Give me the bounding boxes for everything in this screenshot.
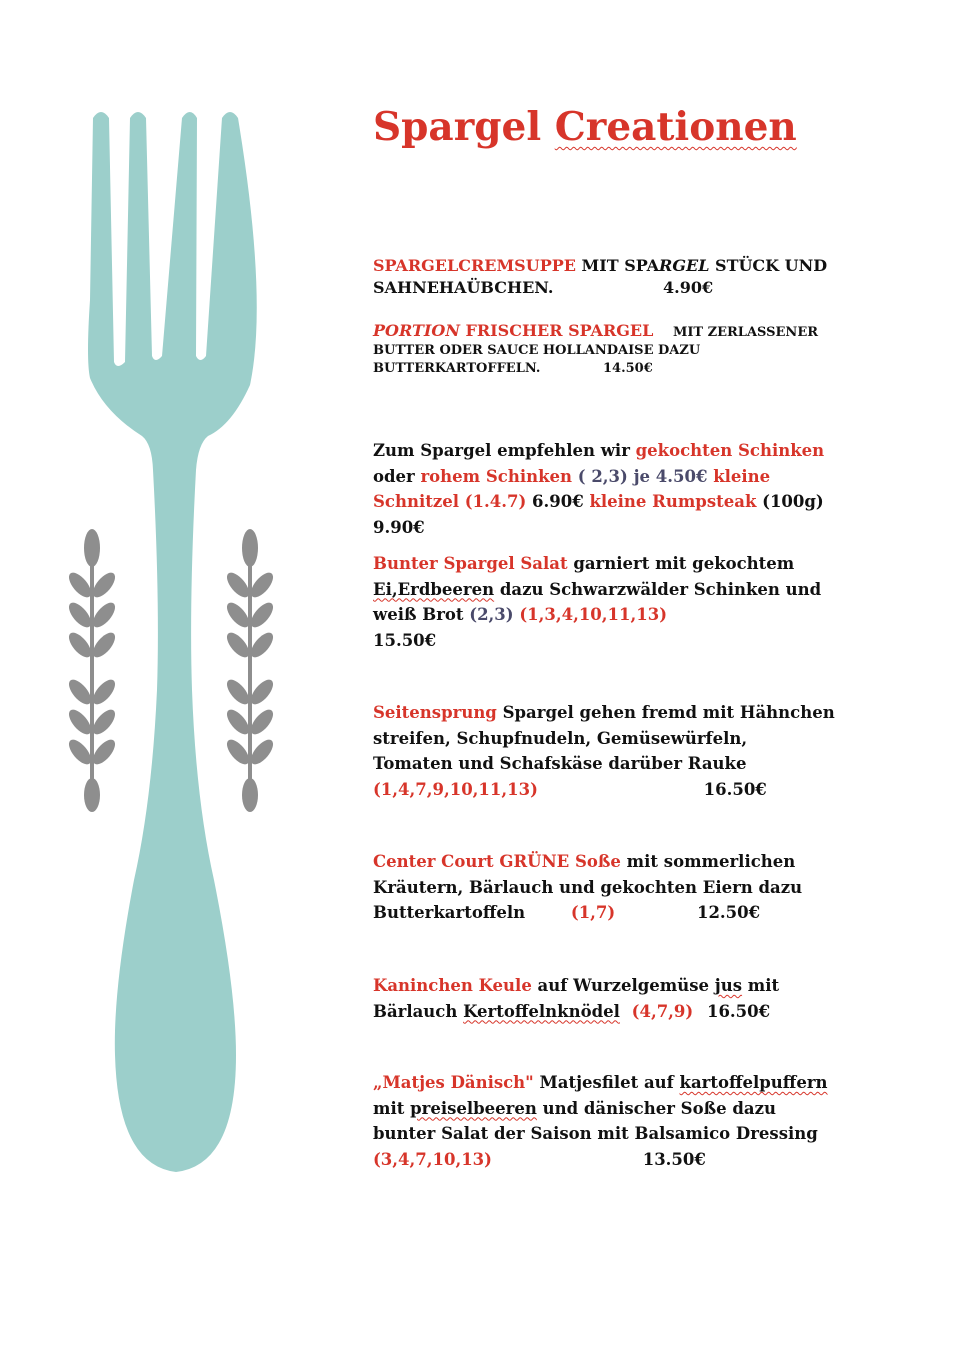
item-name: Kaninchen Keule	[373, 976, 532, 995]
menu-line	[373, 489, 843, 515]
item-desc: und dänischer Soße dazu	[536, 1098, 776, 1118]
menu-line	[373, 777, 843, 803]
item-desc: mit	[373, 1098, 411, 1118]
item-allergens: (3,4,7,10,13)	[373, 1149, 492, 1169]
item-name: gekochten Schinken	[635, 441, 825, 460]
item-price: 12.50€	[696, 903, 761, 922]
right-sprig-icon	[223, 529, 277, 812]
menu-line	[373, 973, 843, 999]
title-word-2: Creationen	[554, 104, 797, 150]
item-name: PORTION	[373, 321, 460, 340]
item-desc: jus	[714, 976, 743, 995]
item-price: 13.50€	[642, 1149, 706, 1169]
item-name: Bunter Spargel Salat	[373, 554, 568, 573]
item-desc: (100g)	[756, 492, 824, 511]
item-price: 16.50€	[703, 779, 767, 799]
item-desc: oder	[373, 466, 421, 486]
item-desc: SAHNEHAÜBCHEN.	[373, 278, 554, 297]
item-desc: Matjesfilet auf	[533, 1073, 680, 1092]
menu-item-salad	[373, 551, 843, 653]
item-name: „Matjes Dänisch"	[373, 1073, 534, 1092]
menu-line	[373, 751, 843, 777]
menu-line	[373, 999, 843, 1025]
fork-illustration	[0, 0, 330, 1356]
item-allergens: (4,7,9)	[631, 1001, 694, 1021]
menu-item-portion	[373, 320, 843, 378]
item-price: 6.90€	[526, 492, 590, 511]
item-desc: BUTTER ODER SAUCE HOLLANDAISE DAZU	[373, 343, 701, 358]
item-allergens: (2,3)	[469, 605, 514, 624]
menu-item-soup	[373, 255, 843, 299]
menu-item-kaninchen	[373, 973, 843, 1024]
item-desc: Ei,Erdbeeren	[373, 579, 495, 599]
item-desc: bunter Salat der Saison mit Balsamico Dressing	[373, 1124, 818, 1143]
item-name: kleine Rumpsteak	[589, 492, 757, 511]
menu-line	[373, 342, 843, 360]
item-desc: Butterkartoffeln	[373, 903, 526, 922]
item-desc: Spargel gehen fremd mit Hähnchen	[496, 703, 835, 722]
item-desc: Kräutern, Bärlauch und gekochten Eiern dazu	[373, 877, 803, 897]
item-desc: kartoffelpuffern	[679, 1073, 828, 1092]
item-desc: preiselbeeren	[410, 1098, 537, 1118]
menu-line	[373, 700, 843, 726]
left-sprig-icon	[65, 529, 119, 812]
menu-line	[373, 1147, 843, 1173]
item-desc: auf Wurzelgemüse	[531, 976, 715, 995]
item-desc: mit sommerlichen	[620, 852, 796, 871]
item-desc: Kertoffelnknödel	[463, 1001, 620, 1021]
item-name: kleine	[713, 466, 771, 486]
item-price: 9.90€	[373, 517, 425, 537]
menu-line	[373, 277, 843, 299]
menu-line	[373, 875, 843, 901]
menu-line	[373, 438, 843, 464]
item-price: 4.90€	[663, 278, 714, 297]
item-desc: MIT SPA	[575, 256, 660, 275]
menu-line	[373, 1121, 843, 1147]
item-allergens: ( 2,3) je 4.50€	[572, 466, 714, 486]
menu-line	[373, 1096, 843, 1122]
item-name: FRISCHER SPARGEL	[459, 321, 654, 340]
menu-item-recommendation	[373, 438, 843, 540]
item-allergens: (1,3,4,10,11,13)	[513, 605, 668, 624]
item-allergens: (1,7)	[570, 903, 616, 922]
item-desc: STÜCK UND	[709, 256, 828, 275]
item-name: Center Court GRÜNE Soße	[373, 852, 621, 871]
item-desc: Bärlauch	[373, 1001, 464, 1021]
menu-line	[373, 551, 843, 577]
item-desc: streifen, Schupfnudeln, Gemüsewürfeln,	[373, 728, 748, 748]
item-desc: RGEL	[659, 256, 710, 275]
menu-line	[373, 360, 843, 378]
item-desc: BUTTERKARTOFFELN.	[373, 361, 541, 376]
item-desc: mit	[742, 976, 780, 995]
item-desc: weiß Brot	[373, 605, 470, 624]
menu-item-matjes	[373, 1070, 843, 1172]
item-desc: dazu Schwarzwälder Schinken und	[494, 579, 822, 599]
item-desc: Tomaten und Schafskäse darüber Rauke	[373, 754, 747, 773]
item-allergens: (1,4,7,9,10,11,13)	[373, 779, 538, 799]
page-title	[373, 104, 797, 150]
menu-line	[373, 320, 843, 342]
item-name: SPARGELCREMSUPPE	[373, 256, 576, 275]
item-name: Seitensprung	[373, 703, 497, 722]
item-price: 15.50€	[373, 630, 437, 650]
menu-line	[373, 726, 843, 752]
item-desc: MIT ZERLASSENER	[672, 325, 819, 340]
menu-line	[373, 849, 843, 875]
item-price: 14.50€	[602, 361, 653, 376]
item-desc: garniert mit gekochtem	[567, 554, 795, 573]
menu-line	[373, 1070, 843, 1096]
menu-item-center-court	[373, 849, 843, 926]
menu-line	[373, 255, 843, 277]
menu-line	[373, 577, 843, 603]
menu-line	[373, 628, 843, 654]
menu-line	[373, 515, 843, 541]
menu-line	[373, 602, 843, 628]
menu-line	[373, 464, 843, 490]
item-name: Schnitzel (1.4.7)	[373, 492, 527, 511]
item-price: 16.50€	[706, 1001, 771, 1021]
menu-line	[373, 900, 843, 926]
item-name: rohem Schinken	[420, 466, 573, 486]
title-word-1: Spargel	[373, 104, 542, 150]
menu-item-seitensprung	[373, 700, 843, 802]
item-desc: Zum Spargel empfehlen wir	[373, 441, 636, 460]
